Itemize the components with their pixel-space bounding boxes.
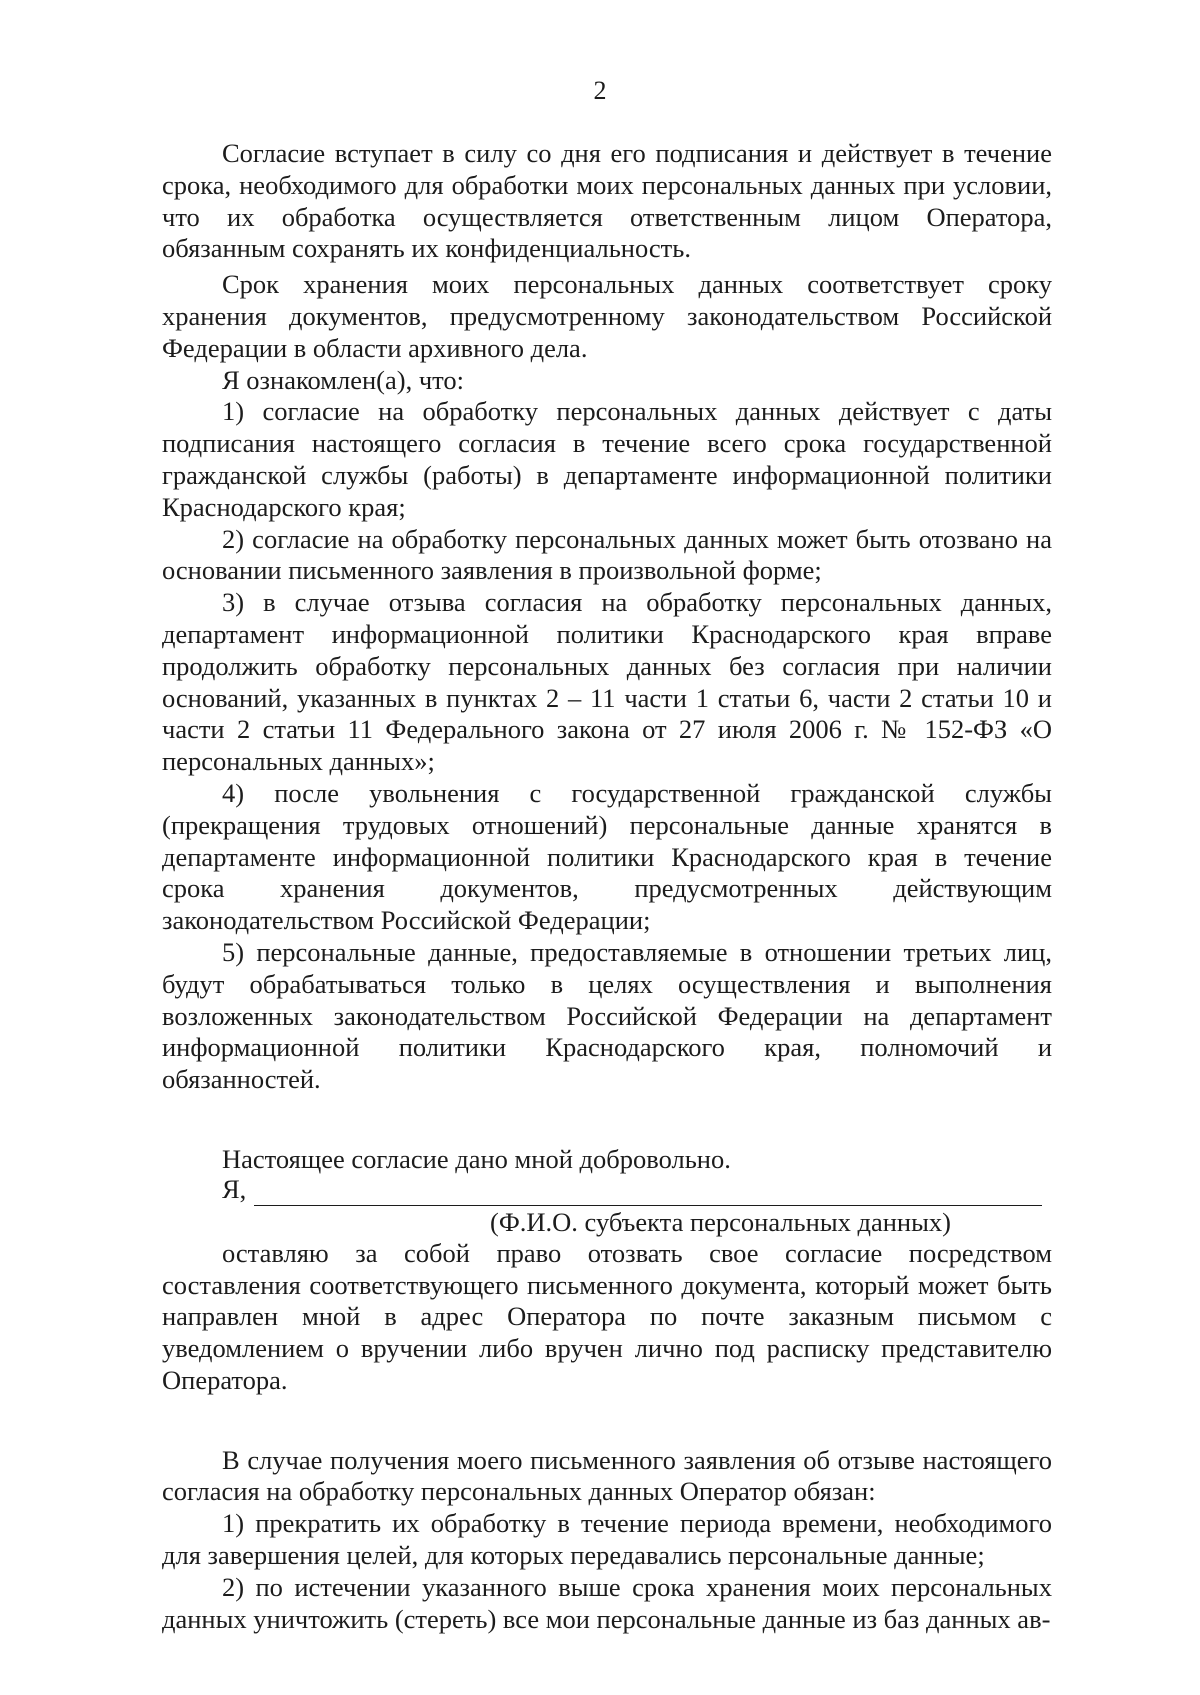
- fio-signature-row: [162, 1173, 1052, 1206]
- i-prefix: Я,: [222, 1173, 247, 1204]
- paragraph-operator-obliged: В случае получения моего письменного заявления об отзыве настоящего согласия на обработку персональных данных Оператор обязан:: [162, 1444, 1052, 1507]
- list-item-1: 1) согласие на обработку персональных данных действует с даты подписания настоящего согласия в течение всего срока государственной гражданской службы (работы) в департаменте информационной политики Краснодарского края;: [162, 396, 1052, 522]
- paragraph-acknowledged: Я ознакомлен(а), что:: [222, 364, 465, 395]
- obligation-item-2: 2) по истечении указанного выше срока хранения моих персональных данных уничтожить (стереть) все мои персональные данные из баз данных ав-: [162, 1571, 1052, 1634]
- fio-caption: (Ф.И.О. субъекта персональных данных): [490, 1206, 951, 1237]
- paragraph-validity: Согласие вступает в силу со дня его подписания и действует в течение срока, необходимого для обработки моих персональных данных при условии, что их обработка осуществляется ответственным лицом Оператора, обязанным сохранять их конфиденциальность.: [162, 138, 1052, 264]
- paragraph-reserve-right: оставляю за собой право отозвать свое согласие посредством составления соответствующего письменного документа, который может быть направлен мной в адрес Оператора по почте заказным письмом с уведомлением о вручении либо вручен лично под расписку представителю Оператора.: [162, 1237, 1052, 1395]
- fio-blank-line: [254, 1181, 1042, 1206]
- list-item-2: 2) согласие на обработку персональных данных может быть отозвано на основании письменного заявления в произвольной форме;: [162, 523, 1052, 586]
- paragraph-voluntary: Настоящее согласие дано мной добровольно.: [222, 1143, 731, 1174]
- document-body: [162, 138, 1052, 1635]
- list-item-3: 3) в случае отзыва согласия на обработку персональных данных, департамент информационной политики Краснодарского края вправе продолжить обработку персональных данных без согласия при наличии оснований, указанных в пунктах 2 – 11 части 1 статьи 6, части 2 статьи 10 и части 2 статьи 11 Федерального закона от 27 июля 2006 г. № 152-ФЗ «О персональных данных»;: [162, 587, 1052, 777]
- paragraph-storage-term: Срок хранения моих персональных данных соответствует сроку хранения документов, предусмотренному законодательством Российской Федерации в области архивного дела.: [162, 269, 1052, 363]
- list-item-5: 5) персональные данные, предоставляемые в отношении третьих лиц, будут обрабатываться только в целях осуществления и выполнения возложенных законодательством Российской Федерации на департамент информационной политики Краснодарского края, полномочий и обязанностей.: [162, 936, 1052, 1095]
- obligation-item-1: 1) прекратить их обработку в течение периода времени, необходимого для завершения целей, для которых передавались персональные данные;: [162, 1508, 1052, 1571]
- list-item-4: 4) после увольнения с государственной гражданской службы (прекращения трудовых отношений) персональные данные хранятся в департаменте информационной политики Краснодарского края в течение срока хранения документов, предусмотренных действующим законодательством Российской Федерации;: [162, 777, 1052, 936]
- page-number: 2: [593, 76, 607, 105]
